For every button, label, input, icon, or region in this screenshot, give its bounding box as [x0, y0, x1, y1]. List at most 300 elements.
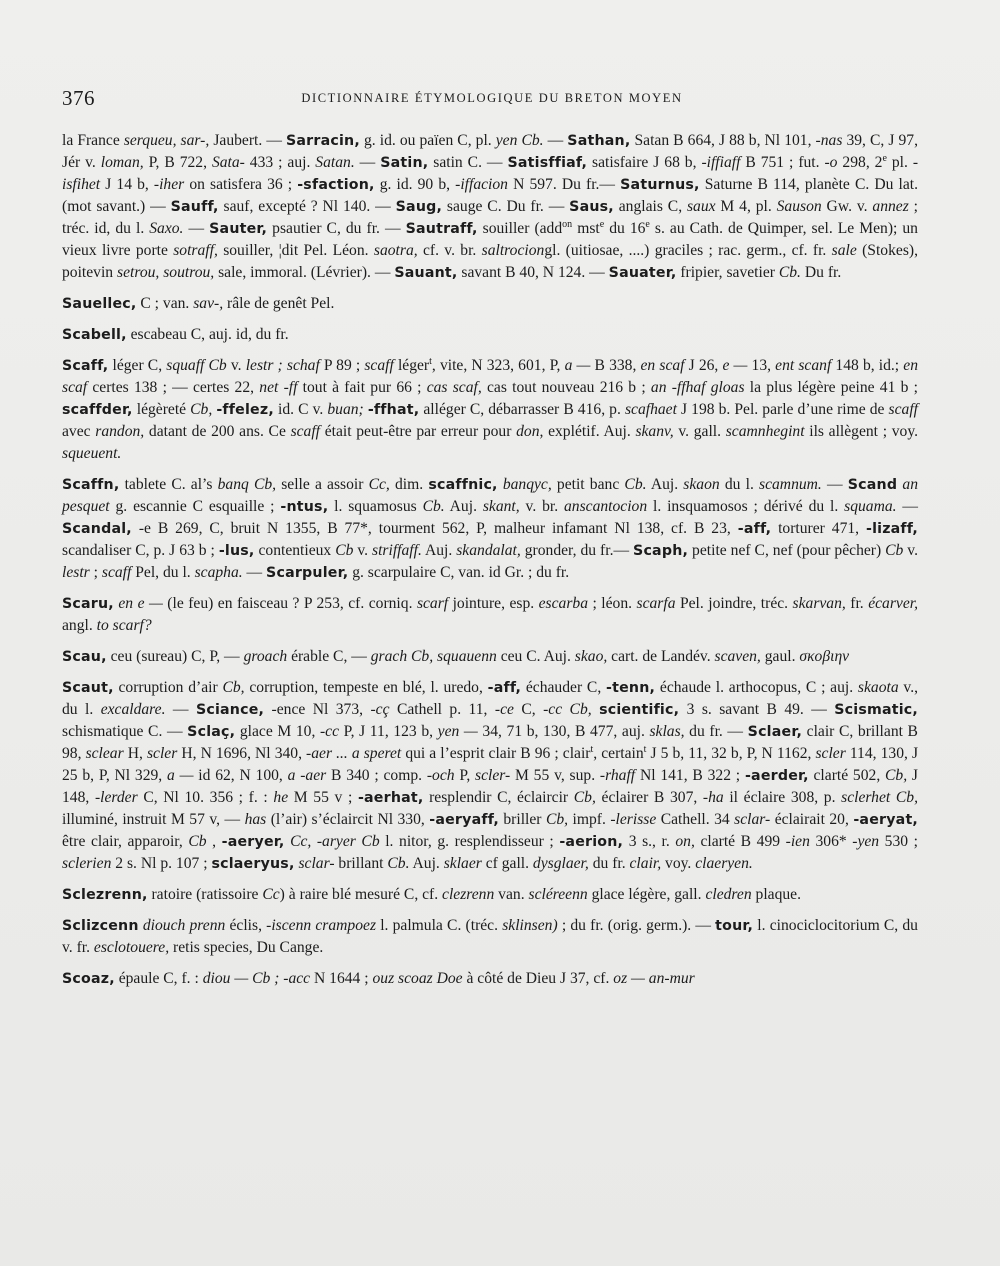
running-title: DICTIONNAIRE ÉTYMOLOGIQUE DU BRETON MOYEN: [301, 91, 683, 105]
italic-text: lestr ; schaf: [245, 357, 320, 374]
text-run: 3 s., r.: [623, 833, 676, 850]
dictionary-entry-scaut: [62, 677, 918, 875]
italic-text: scarfa: [636, 595, 676, 612]
text-run: P,: [454, 767, 476, 784]
text-run: léger C,: [108, 357, 167, 374]
text-run: 148 b, id.;: [831, 357, 904, 374]
superscript: e: [882, 152, 887, 164]
italic-text: Saxo.: [149, 220, 184, 237]
text-run: J 5 b, 11, 32 b, P, N 1162,: [646, 745, 816, 762]
text-run: anglais C,: [613, 198, 687, 215]
italic-text: -cc: [319, 723, 340, 740]
italic-text: -o: [824, 154, 838, 171]
italic-text: skao,: [574, 648, 608, 665]
italic-text: sav-,: [193, 295, 224, 312]
text-run: 13,: [747, 357, 776, 374]
text-run: J 148,: [62, 767, 919, 806]
text-run: id 62, N 100,: [193, 767, 288, 784]
italic-text: groach: [243, 648, 288, 665]
text-run: glace légère, gall.: [587, 886, 706, 903]
text-run: id. C v.: [273, 401, 328, 418]
text-run: pl.: [886, 154, 913, 171]
italic-text: -iffacion: [455, 176, 508, 193]
page-header: [62, 86, 922, 112]
text-run: —: [183, 220, 210, 237]
text-run: Auj.: [421, 542, 457, 559]
text-run: escabeau C, auj. id, du fr.: [126, 326, 289, 343]
superscript: t: [643, 743, 647, 755]
headword: -aerhat,: [357, 790, 424, 806]
italic-text: sotraff,: [173, 242, 218, 259]
italic-text: Cb: [188, 833, 207, 850]
text-run: Pel. joindre, tréc.: [675, 595, 793, 612]
text-run: Auj.: [444, 498, 483, 515]
headword: -aerion,: [559, 834, 624, 850]
text-run: resplendir C, éclaircir: [423, 789, 574, 806]
italic-text: scafhaet: [624, 401, 677, 418]
text-run: P, B 722,: [143, 154, 212, 171]
text-run: à côté de Dieu J 37, cf.: [462, 970, 614, 987]
text-run: cas tout nouveau 216 b ;: [481, 379, 651, 396]
text-run: la France: [62, 132, 124, 149]
headword: -aff,: [737, 521, 772, 537]
text-run: mst: [572, 220, 600, 237]
headword: -aerder,: [744, 768, 809, 784]
text-run: scandaliser C, p. J 63 b ;: [62, 542, 219, 559]
italic-text: Cc,: [368, 476, 390, 493]
text-run: certes 138 ; — certes 22,: [87, 379, 260, 396]
italic-text: -iscenn crampoez: [266, 917, 377, 934]
text-run: ceu (sureau) C, P, —: [106, 648, 244, 665]
text-run: gl. (uitiosae, ....) graciles ; rac. germ., cf. fr.: [544, 242, 832, 259]
italic-text: -yen: [852, 833, 880, 850]
text-run: C, Nl 10. 356 ; f. :: [137, 789, 274, 806]
headword: Saturnus,: [620, 177, 700, 193]
headword: -tenn,: [606, 680, 656, 696]
text-run: illuminé, instruit M 57 v, —: [62, 811, 245, 828]
headword: scientific,: [599, 702, 680, 718]
italic-text: grach Cb,: [370, 648, 434, 665]
text-run: explétif. Auj.: [543, 423, 636, 440]
superscript: on: [562, 218, 573, 230]
italic-text: skaon: [683, 476, 720, 493]
text-run: du fr.: [588, 855, 630, 872]
italic-text: Cc: [262, 886, 280, 903]
text-run: v.: [226, 357, 246, 374]
italic-text: has: [244, 811, 267, 828]
text-run: M 55 v ;: [288, 789, 358, 806]
text-run: v. br.: [519, 498, 564, 515]
italic-text: clair,: [629, 855, 662, 872]
italic-text: squaff Cb: [166, 357, 227, 374]
italic-text: Cc, -aryer Cb: [290, 833, 380, 850]
headword: Sathan,: [567, 133, 631, 149]
headword: Scaff,: [62, 358, 109, 374]
text-run: C,: [513, 701, 544, 718]
text-run: van.: [494, 886, 529, 903]
italic-text: -lerisse: [610, 811, 657, 828]
text-run: éclairait 20,: [770, 811, 854, 828]
italic-text: Cb,: [190, 401, 213, 418]
italic-text: sklaer: [443, 855, 482, 872]
text-run: Jaubert. —: [209, 132, 286, 149]
italic-text: an -ffhaf gloas: [650, 379, 745, 396]
headword: Sauater,: [608, 265, 677, 281]
italic-text: e —: [722, 357, 748, 374]
headword: -aff,: [487, 680, 522, 696]
headword: Scandal,: [62, 521, 132, 537]
text-run: épaule C, f. :: [114, 970, 203, 987]
text-run: 2 s. Nl p. 107 ;: [111, 855, 212, 872]
text-run: cart. de Landév.: [607, 648, 715, 665]
dictionary-entry-scau: [62, 646, 918, 668]
italic-text: don,: [516, 423, 544, 440]
headword: Scarpuler,: [266, 565, 349, 581]
text-run: -e B 269, C, bruit N 1355, B 77*, tourment 562, P, malheur infamant Nl 138, cf. B 23,: [131, 520, 738, 537]
italic-text: -ce: [494, 701, 514, 718]
text-run: g. id. 90 b,: [374, 176, 456, 193]
text-run: v.: [903, 542, 918, 559]
dictionary-entry-sarracin: [62, 130, 918, 284]
italic-text: cas scaf,: [426, 379, 482, 396]
headword: -ffhat,: [367, 402, 420, 418]
headword: Scau,: [62, 649, 107, 665]
text-run: ceu C. Auj.: [496, 648, 575, 665]
italic-text: esclotouere,: [93, 939, 170, 956]
headword: Sclaer,: [747, 724, 803, 740]
text-run: ,: [206, 833, 222, 850]
headword: Scaph,: [633, 543, 689, 559]
text-run: éclairer B 307,: [595, 789, 703, 806]
text-run: clarté 502,: [808, 767, 886, 784]
dictionary-entry-sclezrenn: [62, 884, 918, 906]
headword: Satin,: [380, 155, 429, 171]
text-run: souiller (add: [477, 220, 563, 237]
text-run: 298, 2: [837, 154, 883, 171]
text-run: —: [165, 701, 196, 718]
text-run: M 55 v, sup.: [510, 767, 600, 784]
headword: sclaeryus,: [211, 856, 295, 872]
text-run: —: [543, 132, 568, 149]
text-run: l. nitor, g. resplendisseur ;: [379, 833, 560, 850]
italic-text: sclerhet Cb,: [841, 789, 918, 806]
text-run: fr.: [845, 595, 869, 612]
italic-text: Sata-: [211, 154, 245, 171]
text-run: N 1644 ;: [310, 970, 373, 987]
italic-text: -och: [426, 767, 455, 784]
italic-text: clezrenn: [442, 886, 495, 903]
text-run: g. scarpulaire C, van. id Gr. ; du fr.: [348, 564, 570, 581]
italic-text: a —: [564, 357, 591, 374]
italic-text: diou — Cb ; -acc: [202, 970, 311, 987]
italic-text: skanv,: [635, 423, 674, 440]
italic-text: Cb,: [545, 811, 569, 828]
text-run: v. gall.: [673, 423, 726, 440]
headword: Sclizcenn: [62, 918, 139, 934]
italic-text: on,: [675, 833, 695, 850]
text-run: la plus légère peine 41 b ;: [744, 379, 918, 396]
headword: Scaffn,: [62, 477, 120, 493]
italic-text: -ien: [785, 833, 810, 850]
headword: scaffnic,: [428, 477, 498, 493]
text-run: on satisfera 36 ;: [184, 176, 298, 193]
dictionary-entry-scoaz: [62, 968, 918, 990]
italic-text: skant,: [482, 498, 520, 515]
text-run: corruption, tempeste en blé, l. uredo,: [244, 679, 488, 696]
text-run: Cathell p. 11,: [389, 701, 495, 718]
text-run: —: [821, 476, 848, 493]
text-run: sale, immoral. (Lévrier). —: [214, 264, 395, 281]
text-run: souiller, ¦dit Pel. Léon.: [217, 242, 374, 259]
italic-text: annez: [872, 198, 909, 215]
text-run: satisfaire J 68 b,: [587, 154, 702, 171]
text-run: légèreté: [132, 401, 191, 418]
text-run: l. palmula C. (tréc.: [376, 917, 503, 934]
italic-text: σκοβιην: [799, 648, 850, 665]
text-run: éclis,: [225, 917, 267, 934]
text-run: B 338,: [590, 357, 641, 374]
italic-text: scamnum.: [759, 476, 822, 493]
text-run: voy.: [661, 855, 696, 872]
headword: -ntus,: [280, 499, 329, 515]
text-run: savant B 40, N 124. —: [457, 264, 609, 281]
italic-text: Cb.: [387, 855, 410, 872]
headword: Saus,: [569, 199, 614, 215]
italic-text: scaff: [290, 423, 321, 440]
dictionary-entry-sauellec: [62, 293, 918, 315]
text-run: sauf, excepté ? Nl 140. —: [218, 198, 396, 215]
text-run: schismatique C. —: [62, 723, 188, 740]
text-run: —: [896, 498, 919, 515]
text-run: ratoire (ratissoire: [147, 886, 263, 903]
text-run: P, J 11, 123 b,: [339, 723, 438, 740]
text-run: corruption d’air: [113, 679, 223, 696]
dictionary-entry-scaru: [62, 593, 918, 637]
text-run: angl.: [62, 617, 97, 634]
text-run: jointure, esp.: [448, 595, 539, 612]
italic-text: striffaff.: [372, 542, 422, 559]
italic-text: -aer ... a speret: [306, 745, 402, 762]
italic-text: -cç: [370, 701, 390, 718]
italic-text: claeryen.: [695, 855, 753, 872]
italic-text: serqueu, sar-,: [123, 132, 210, 149]
text-run: l. cinociclocitorium C, du v. fr.: [62, 917, 918, 956]
text-run: dim.: [389, 476, 429, 493]
italic-text: escarba: [538, 595, 588, 612]
italic-text: écarver,: [868, 595, 918, 612]
italic-text: ouz scoaz Doe: [372, 970, 463, 987]
italic-text: sclerien: [62, 855, 112, 872]
italic-text: buan;: [327, 401, 364, 418]
text-run: (le feu) en faisceau ? P 253, cf. corniq.: [162, 595, 417, 612]
text-run: N 597. Du fr.—: [507, 176, 621, 193]
text-run: 530 ;: [879, 833, 918, 850]
dictionary-entry-sclizcenn: [62, 915, 918, 959]
italic-text: Cb.: [422, 498, 445, 515]
text-run: , certain: [593, 745, 644, 762]
italic-text: Cb: [885, 542, 904, 559]
headword: Sauter,: [209, 221, 268, 237]
text-run: 306*: [809, 833, 853, 850]
text-run: gaul.: [760, 648, 800, 665]
text-run: échauder C,: [521, 679, 607, 696]
italic-text: Cb.: [778, 264, 801, 281]
italic-text: saotra,: [373, 242, 418, 259]
italic-text: scapha.: [194, 564, 243, 581]
headword: -sfaction,: [297, 177, 375, 193]
dictionary-entry-scaff: [62, 355, 918, 465]
italic-text: scler: [146, 745, 178, 762]
italic-text: anscantocion: [563, 498, 648, 515]
text-run: ils allègent ; voy.: [804, 423, 918, 440]
headword: Satisffiaf,: [507, 155, 588, 171]
text-run: Cathell. 34: [656, 811, 735, 828]
text-run: selle a assoir: [276, 476, 369, 493]
italic-text: sale: [831, 242, 857, 259]
italic-text: -nas: [815, 132, 843, 149]
italic-text: Cb,: [573, 789, 596, 806]
text-run: C ; van.: [136, 295, 194, 312]
text-run: cf gall.: [481, 855, 533, 872]
headword: Scabell,: [62, 327, 127, 343]
text-run: B 751 ; fut.: [740, 154, 825, 171]
italic-text: sclear: [85, 745, 124, 762]
dictionary-entry-scaffn: [62, 474, 918, 584]
text-run: plaque.: [751, 886, 801, 903]
text-run: ; tréc. id, du l.: [62, 198, 918, 237]
text-run: ; léon.: [588, 595, 637, 612]
headword: Sauant,: [394, 265, 458, 281]
text-run: 433 ; auj.: [244, 154, 316, 171]
text-run: 3 s. savant B 49. —: [679, 701, 835, 718]
headword: -aeryat,: [853, 812, 919, 828]
italic-text: lestr: [62, 564, 90, 581]
text-run: (l’air) s’éclaircit Nl 330,: [266, 811, 430, 828]
text-run: tout à fait pur 66 ;: [297, 379, 427, 396]
italic-text: -iher: [153, 176, 185, 193]
text-run: 114, 130, J 25 b, P, Nl 329,: [62, 745, 919, 784]
headword: Sautraff,: [405, 221, 478, 237]
italic-text: squeuent.: [62, 445, 122, 462]
headword: Scoaz,: [62, 971, 115, 987]
text-run: clarté B 499: [694, 833, 786, 850]
text-run: ) à raire blé mesuré C, cf.: [279, 886, 443, 903]
headword: Sarracin,: [285, 133, 360, 149]
italic-text: ent scanf: [775, 357, 832, 374]
superscript: t: [429, 355, 432, 367]
italic-text: setrou, soutrou,: [117, 264, 215, 281]
headword: -lizaff,: [865, 521, 918, 537]
text-run: J 198 b. Pel. parle d’une rime de: [676, 401, 889, 418]
text-run: il éclaire 308, p.: [723, 789, 842, 806]
italic-text: an pesquet: [62, 476, 918, 515]
italic-text: scaff: [101, 564, 132, 581]
text-run: H,: [123, 745, 147, 762]
text-run: 34, 71 b, 130, B 477, auj.: [477, 723, 650, 740]
text-run: qui a l’esprit clair B 96 ; clair: [401, 745, 591, 762]
headword: Saug,: [395, 199, 443, 215]
italic-text: excaldare.: [100, 701, 166, 718]
italic-text: he: [273, 789, 289, 806]
headword: Sciance,: [195, 702, 265, 718]
italic-text: -iffiaff: [701, 154, 741, 171]
text-run: briller: [498, 811, 546, 828]
headword: Scaut,: [62, 680, 114, 696]
superscript: e: [645, 218, 650, 230]
italic-text: scaven,: [714, 648, 761, 665]
italic-text: skaota: [857, 679, 899, 696]
text-run: du 16: [604, 220, 646, 237]
text-run: Auj.: [409, 855, 444, 872]
text-run: petit banc: [551, 476, 625, 493]
italic-text: oz — an-mur: [613, 970, 695, 987]
headword: Scaru,: [62, 596, 114, 612]
text-run: v., du l.: [62, 679, 919, 718]
text-run: psautier C, du fr. —: [267, 220, 406, 237]
text-run: H, N 1696, Nl 340,: [177, 745, 307, 762]
italic-text: yen —: [437, 723, 478, 740]
text-run: être clair, apparoir,: [62, 833, 189, 850]
headword: Scand: [847, 477, 898, 493]
italic-text: Cb,: [222, 679, 245, 696]
headword: -aeryer,: [221, 834, 285, 850]
italic-text: -isfihet: [62, 154, 919, 193]
text-run: glace M 10,: [235, 723, 320, 740]
text-run: érable C, —: [287, 648, 371, 665]
italic-text: a -aer: [287, 767, 327, 784]
italic-text: loman,: [100, 154, 144, 171]
italic-text: scléreenn: [528, 886, 588, 903]
superscript: t: [590, 743, 594, 755]
text-run: contentieux: [254, 542, 336, 559]
italic-text: banqyc,: [502, 476, 552, 493]
text-run: v.: [353, 542, 373, 559]
headword: Sclaç,: [187, 724, 236, 740]
text-run: Gw. v.: [821, 198, 873, 215]
italic-text: net -ff: [259, 379, 298, 396]
italic-text: -ha: [702, 789, 724, 806]
italic-text: -cc Cb,: [543, 701, 592, 718]
italic-text: yen Cb.: [495, 132, 544, 149]
text-run: Saturne B 114, planète C. Du lat. (mot savant.) —: [62, 176, 918, 215]
headword: Sclezrenn,: [62, 887, 148, 903]
italic-text: scamnhegint: [725, 423, 805, 440]
italic-text: skandalat,: [456, 542, 521, 559]
text-run: était peut-être par erreur pour: [320, 423, 517, 440]
headword: -aeryaff,: [429, 812, 499, 828]
text-run: tablete C. al’s: [119, 476, 218, 493]
text-run: l. squamosus: [328, 498, 423, 515]
text-run: clair C, brillant B 98,: [62, 723, 918, 762]
text-run: sauge C. Du fr. —: [442, 198, 570, 215]
headword: tour,: [715, 918, 754, 934]
text-run: échaude l. arthocopus, C ; auj.: [655, 679, 858, 696]
dictionary-entry-scabell: [62, 324, 918, 346]
italic-text: cledren: [705, 886, 752, 903]
text-run: ; du fr. (orig. germ.). —: [557, 917, 716, 934]
italic-text: Cb,: [885, 767, 908, 784]
text-run: petite nef C, nef (pour pêcher): [688, 542, 886, 559]
italic-text: Cb.: [624, 476, 647, 493]
italic-text: -rhaff: [599, 767, 636, 784]
italic-text: en scaf: [62, 357, 918, 396]
text-run: M 4, pl.: [715, 198, 777, 215]
text-run: s. au Cath. de Quimper, sel. Le Men); un vieux livre porte: [62, 220, 918, 259]
text-run: (Stokes), poitevin: [62, 242, 918, 281]
text-run: fripier, savetier: [676, 264, 779, 281]
italic-text: Satan.: [315, 154, 355, 171]
text-run: —: [242, 564, 267, 581]
